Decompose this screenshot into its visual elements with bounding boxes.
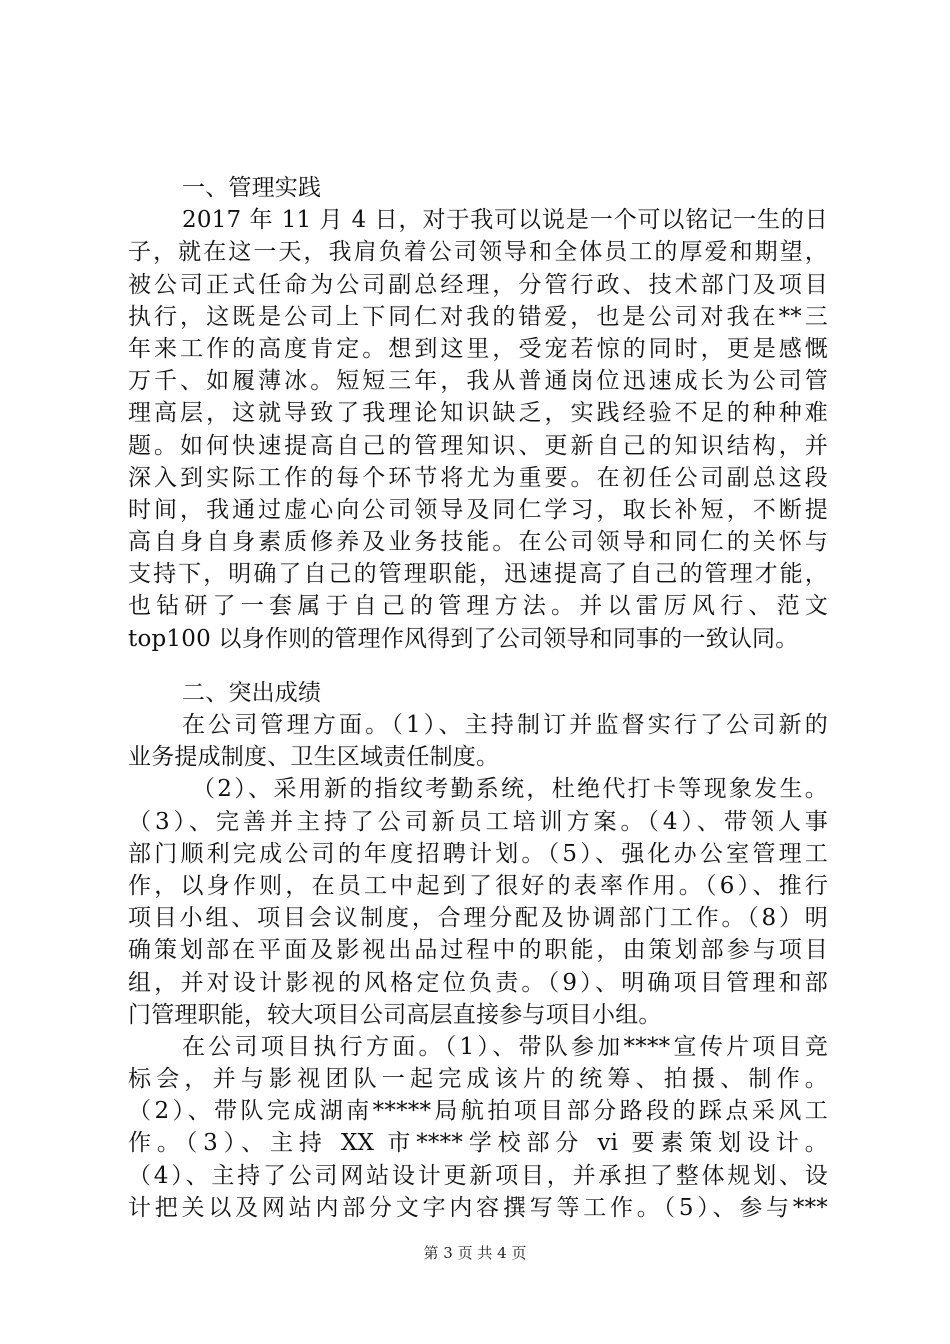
paragraph-line: 支持下，明确了自己的管理职能，迅速提高了自己的管理才能， bbox=[128, 561, 828, 588]
paragraph-line: 被公司正式任命为公司副总经理，分管行政、技术部门及项目 bbox=[128, 271, 828, 298]
paragraph-line: 2017 年 11 月 4 日，对于我可以说是一个可以铭记一生的日 bbox=[182, 207, 828, 234]
paragraph-line: 时间，我通过虚心向公司领导及同仁学习，取长补短，不断提 bbox=[128, 496, 828, 523]
section-gap bbox=[128, 655, 828, 677]
paragraph-line: 项目小组、项目会议制度，合理分配及协调部门工作。（8）明 bbox=[128, 905, 828, 932]
paragraph-line: 在公司项目执行方面。（1）、带队参加****宣传片项目竞 bbox=[182, 1033, 828, 1060]
paragraph-line: 年来工作的高度肯定。想到这里，受宠若惊的同时，更是感慨 bbox=[128, 335, 828, 362]
paragraph-line: 题。如何快速提高自己的管理知识、更新自己的知识结构，并 bbox=[128, 432, 828, 459]
section-heading-management-practice: 一、管理实践 bbox=[182, 175, 322, 201]
paragraph-line: （4）、主持了公司网站设计更新项目，并承担了整体规划、设 bbox=[128, 1162, 828, 1189]
paragraph-line: 子，就在这一天，我肩负着公司领导和全体员工的厚爱和期望， bbox=[128, 239, 828, 266]
paragraph-line: 门管理职能，较大项目公司高层直接参与项目小组。 bbox=[128, 1001, 662, 1028]
paragraph-line: 执行，这既是公司上下同仁对我的错爱，也是公司对我在**三 bbox=[128, 303, 828, 330]
paragraph-line: 在公司管理方面。（1）、主持制订并监督实行了公司新的 bbox=[182, 712, 828, 738]
document-body bbox=[128, 172, 828, 1224]
paragraph-line: 深入到实际工作的每个环节将尤为重要。在初任公司副总这段 bbox=[128, 464, 828, 491]
paragraph-line: （2）、采用新的指纹考勤系统，杜绝代打卡等现象发生。 bbox=[192, 776, 828, 803]
section-heading-achievements: 二、突出成绩 bbox=[182, 679, 322, 706]
paragraph-line: （2）、带队完成湖南*****局航拍项目部分路段的踩点采风工 bbox=[128, 1098, 828, 1125]
paragraph-line: 部门顺利完成公司的年度招聘计划。（5）、强化办公室管理工 bbox=[128, 840, 828, 867]
paragraph-line: top100 以身作则的管理作风得到了公司领导和同事的一致认同。 bbox=[128, 625, 799, 652]
paragraph-line: 标会，并与影视团队一起完成该片的统筹、拍摄、制作。 bbox=[128, 1066, 828, 1093]
paragraph-line: 高自身自身素质修养及业务技能。在公司领导和同仁的关怀与 bbox=[128, 529, 828, 556]
paragraph-line: （3）、完善并主持了公司新员工培训方案。（4）、带领人事 bbox=[128, 808, 828, 835]
paragraph-line: 理高层，这就导致了我理论知识缺乏，实践经验不足的种种难 bbox=[128, 400, 828, 427]
paragraph-line: 确策划部在平面及影视出品过程中的职能，由策划部参与项目 bbox=[128, 937, 828, 964]
paragraph-line: 组，并对设计影视的风格定位负责。（9）、明确项目管理和部 bbox=[128, 969, 828, 996]
paragraph-line: 计把关以及网站内部分文字内容撰写等工作。（5）、参与*** bbox=[128, 1194, 828, 1221]
paragraph-line: 业务提成制度、卫生区域责任制度。 bbox=[128, 744, 500, 771]
paragraph-line: 万千、如履薄冰。短短三年，我从普通岗位迅速成长为公司管 bbox=[128, 368, 828, 395]
paragraph-line: 也钻研了一套属于自己的管理方法。并以雷厉风行、范文 bbox=[128, 593, 828, 620]
paragraph-line: 作，以身作则，在员工中起到了很好的表率作用。（6）、推行 bbox=[128, 872, 828, 899]
page-number-footer: 第 3 页 共 4 页 bbox=[423, 1244, 527, 1262]
paragraph-line: 作。（3）、主持 XX 市****学校部分 vi 要素策划设计。 bbox=[128, 1130, 828, 1157]
